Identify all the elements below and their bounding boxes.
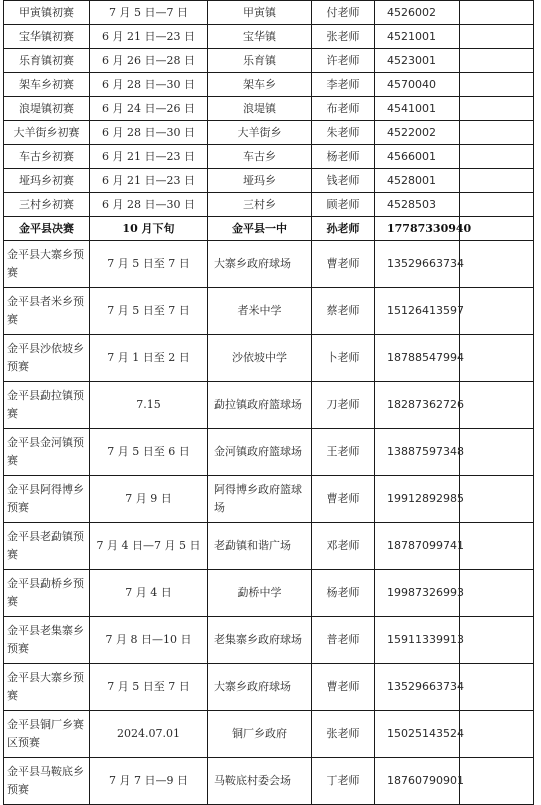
blank-cell: [460, 121, 534, 145]
table-row: [4, 711, 534, 758]
event-venue: 勐桥中学: [208, 570, 312, 617]
event-date: 7 月 5 日—7 日: [90, 1, 208, 25]
blank-cell: [460, 664, 534, 711]
contact-phone: 18287362726: [375, 382, 460, 429]
table-row: [4, 523, 534, 570]
table-row: [4, 429, 534, 476]
contact-teacher: 布老师: [312, 97, 375, 121]
competition-schedule-table: [3, 0, 534, 805]
contact-phone: 4523001: [375, 49, 460, 73]
event-name: 金平县铜厂乡赛区预赛: [4, 711, 90, 758]
contact-teacher: 王老师: [312, 429, 375, 476]
contact-phone: 4541001: [375, 97, 460, 121]
contact-phone: 4528503: [375, 193, 460, 217]
contact-teacher: 杨老师: [312, 570, 375, 617]
blank-cell: [460, 570, 534, 617]
event-venue: 垭玛乡: [208, 169, 312, 193]
contact-teacher: 张老师: [312, 25, 375, 49]
table-row: [4, 1, 534, 25]
event-name: 大羊街乡初赛: [4, 121, 90, 145]
contact-teacher: 曹老师: [312, 241, 375, 288]
event-name: 金平县者米乡预赛: [4, 288, 90, 335]
event-date: 7 月 4 日: [90, 570, 208, 617]
contact-teacher: 付老师: [312, 1, 375, 25]
event-date: 6 月 26 日—28 日: [90, 49, 208, 73]
contact-teacher: 杨老师: [312, 145, 375, 169]
contact-phone: 13529663734: [375, 241, 460, 288]
table-row: [4, 193, 534, 217]
event-venue: 甲寅镇: [208, 1, 312, 25]
blank-cell: [460, 1, 534, 25]
contact-teacher: 曹老师: [312, 664, 375, 711]
contact-phone: 4566001: [375, 145, 460, 169]
contact-phone: 15126413597: [375, 288, 460, 335]
contact-teacher: 朱老师: [312, 121, 375, 145]
table-row: [4, 664, 534, 711]
table-row: [4, 73, 534, 97]
event-date: 10 月下旬: [90, 217, 208, 241]
event-name: 金平县勐拉镇预赛: [4, 382, 90, 429]
event-name: 架车乡初赛: [4, 73, 90, 97]
contact-teacher: 钱老师: [312, 169, 375, 193]
contact-teacher: 许老师: [312, 49, 375, 73]
event-date: 6 月 21 日—23 日: [90, 25, 208, 49]
event-date: 6 月 21 日—23 日: [90, 169, 208, 193]
contact-phone: 4528001: [375, 169, 460, 193]
contact-teacher: 曹老师: [312, 476, 375, 523]
event-venue: 阿得博乡政府篮球场: [208, 476, 312, 523]
event-venue: 大羊街乡: [208, 121, 312, 145]
contact-teacher: 丁老师: [312, 758, 375, 805]
event-date: 6 月 28 日—30 日: [90, 121, 208, 145]
event-name: 金平县大寨乡预赛: [4, 664, 90, 711]
blank-cell: [460, 145, 534, 169]
contact-phone: 4570040: [375, 73, 460, 97]
table-row: [4, 617, 534, 664]
blank-cell: [460, 25, 534, 49]
table-row-final: [4, 217, 534, 241]
event-date: 7 月 5 日至 7 日: [90, 241, 208, 288]
event-name: 金平县决赛: [4, 217, 90, 241]
event-date: 2024.07.01: [90, 711, 208, 758]
contact-teacher: 普老师: [312, 617, 375, 664]
contact-phone: 4526002: [375, 1, 460, 25]
event-venue: 老集寨乡政府球场: [208, 617, 312, 664]
event-date: 7 月 5 日至 7 日: [90, 664, 208, 711]
event-venue: 浪堤镇: [208, 97, 312, 121]
contact-teacher: 刀老师: [312, 382, 375, 429]
event-name: 金平县阿得博乡预赛: [4, 476, 90, 523]
event-venue: 老勐镇和谐广场: [208, 523, 312, 570]
table-row: [4, 758, 534, 805]
event-venue: 宝华镇: [208, 25, 312, 49]
contact-phone: 15025143524: [375, 711, 460, 758]
contact-phone: 18788547994: [375, 335, 460, 382]
event-venue: 大寨乡政府球场: [208, 664, 312, 711]
contact-teacher: 邓老师: [312, 523, 375, 570]
event-venue: 大寨乡政府球场: [208, 241, 312, 288]
contact-phone: 4522002: [375, 121, 460, 145]
event-venue: 车古乡: [208, 145, 312, 169]
contact-phone: 18787099741: [375, 523, 460, 570]
blank-cell: [460, 97, 534, 121]
event-date: 7 月 9 日: [90, 476, 208, 523]
contact-phone: 4521001: [375, 25, 460, 49]
table-row: [4, 382, 534, 429]
blank-cell: [460, 193, 534, 217]
table-row: [4, 335, 534, 382]
contact-teacher: 张老师: [312, 711, 375, 758]
blank-cell: [460, 169, 534, 193]
contact-phone: 19912892985: [375, 476, 460, 523]
blank-cell: [460, 758, 534, 805]
contact-phone: 15911339913: [375, 617, 460, 664]
event-venue: 乐育镇: [208, 49, 312, 73]
event-date: 7 月 5 日至 7 日: [90, 288, 208, 335]
event-date: 6 月 28 日—30 日: [90, 193, 208, 217]
event-name: 金平县马鞍底乡预赛: [4, 758, 90, 805]
contact-teacher: 李老师: [312, 73, 375, 97]
blank-cell: [460, 73, 534, 97]
table-row: [4, 145, 534, 169]
table-row: [4, 25, 534, 49]
event-name: 浪堤镇初赛: [4, 97, 90, 121]
event-name: 乐育镇初赛: [4, 49, 90, 73]
contact-teacher: 孙老师: [312, 217, 375, 241]
event-name: 金平县勐桥乡预赛: [4, 570, 90, 617]
table-row: [4, 570, 534, 617]
blank-cell: [460, 476, 534, 523]
event-date: 7 月 7 日—9 日: [90, 758, 208, 805]
event-name: 金平县沙依坡乡预赛: [4, 335, 90, 382]
blank-cell: [460, 49, 534, 73]
event-name: 三村乡初赛: [4, 193, 90, 217]
contact-teacher: 顾老师: [312, 193, 375, 217]
event-name: 金平县金河镇预赛: [4, 429, 90, 476]
table-row: [4, 288, 534, 335]
table-row: [4, 476, 534, 523]
event-date: 6 月 28 日—30 日: [90, 73, 208, 97]
event-venue: 马鞍底村委会场: [208, 758, 312, 805]
blank-cell: [460, 617, 534, 664]
event-name: 甲寅镇初赛: [4, 1, 90, 25]
event-date: 6 月 24 日—26 日: [90, 97, 208, 121]
blank-cell: [460, 429, 534, 476]
event-venue: 者米中学: [208, 288, 312, 335]
blank-cell: [460, 382, 534, 429]
event-venue: 金河镇政府篮球场: [208, 429, 312, 476]
event-name: 车古乡初赛: [4, 145, 90, 169]
contact-teacher: 蔡老师: [312, 288, 375, 335]
contact-teacher: 卜老师: [312, 335, 375, 382]
event-venue: 架车乡: [208, 73, 312, 97]
blank-cell: [460, 335, 534, 382]
blank-cell: [460, 523, 534, 570]
event-date: 7 月 8 日—10 日: [90, 617, 208, 664]
table-row: [4, 169, 534, 193]
contact-phone: 13887597348: [375, 429, 460, 476]
blank-cell: [460, 241, 534, 288]
event-venue: 沙依坡中学: [208, 335, 312, 382]
table-row: [4, 49, 534, 73]
table-row: [4, 97, 534, 121]
contact-phone: 17787330940: [375, 217, 460, 241]
blank-cell: [460, 288, 534, 335]
schedule-sheet: [3, 0, 533, 805]
contact-phone: 13529663734: [375, 664, 460, 711]
contact-phone: 18760790901: [375, 758, 460, 805]
event-name: 宝华镇初赛: [4, 25, 90, 49]
event-date: 7 月 5 日至 6 日: [90, 429, 208, 476]
table-row: [4, 121, 534, 145]
table-row: [4, 241, 534, 288]
event-date: 7 月 1 日至 2 日: [90, 335, 208, 382]
event-date: 6 月 21 日—23 日: [90, 145, 208, 169]
event-name: 金平县老勐镇预赛: [4, 523, 90, 570]
contact-phone: 19987326993: [375, 570, 460, 617]
event-name: 金平县大寨乡预赛: [4, 241, 90, 288]
event-date: 7 月 4 日—7 月 5 日: [90, 523, 208, 570]
event-name: 金平县老集寨乡预赛: [4, 617, 90, 664]
event-venue: 三村乡: [208, 193, 312, 217]
event-name: 垭玛乡初赛: [4, 169, 90, 193]
event-venue: 铜厂乡政府: [208, 711, 312, 758]
event-venue: 金平县一中: [208, 217, 312, 241]
event-venue: 勐拉镇政府篮球场: [208, 382, 312, 429]
blank-cell: [460, 711, 534, 758]
event-date: 7.15: [90, 382, 208, 429]
